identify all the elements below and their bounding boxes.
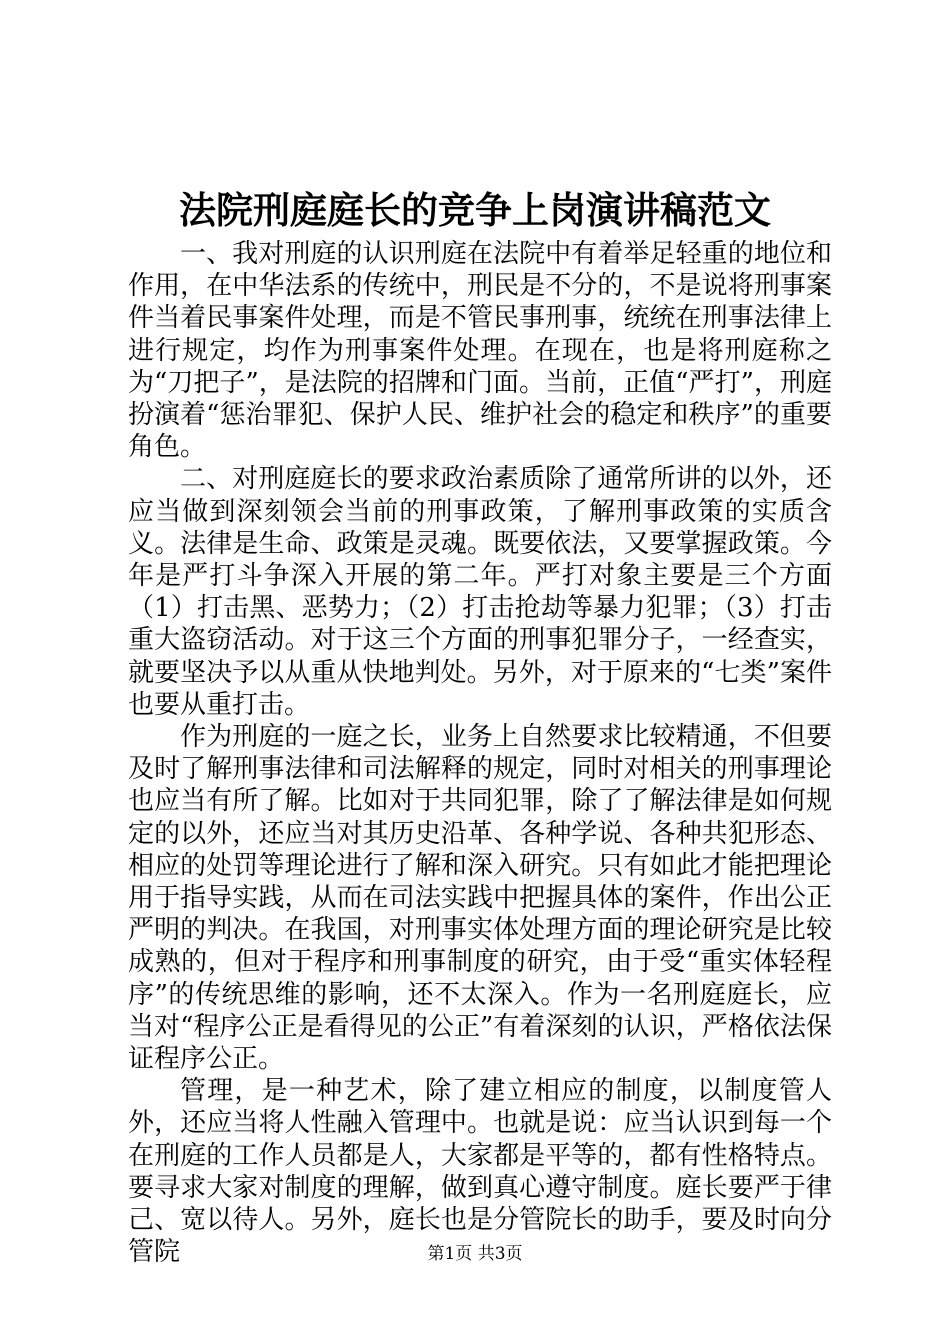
document-title: 法院刑庭庭长的竞争上岗演讲稿范文 [179,188,771,232]
paragraph-1: 一、我对刑庭的认识刑庭在法院中有着举足轻重的地位和作用，在中华法系的传统中，刑民是不分的，不是说将刑事案件当着民事案件处理，而是不管民事刑事，统统在刑事法律上进行规定，均作为刑事案件处理。在现在，也是将刑庭称之为“刀把子”，是法院的招牌和门面。当前，正值“严打”，刑庭扮演着“惩治罪犯、保护人民、维护社会的稳定和秩序”的重要角色。 [128,239,832,463]
document-body [128,238,832,1269]
paragraph-4: 管理，是一种艺术，除了建立相应的制度，以制度管人外，还应当将人性融入管理中。也就是说：应当认识到每一个在刑庭的工作人员都是人，大家都是平等的，都有性格特点。要寻求大家对制度的理解，做到真心遵守制度。庭长要严于律己、宽以待人。另外，庭长也是分管院长的助手，要及时向分管院 [128,1076,832,1268]
paragraph-3: 作为刑庭的一庭之长，业务上自然要求比较精通，不但要及时了解刑事法律和司法解释的规定，同时对相关的刑事理论也应当有所了解。比如对于共同犯罪，除了了解法律是如何规定的以外，还应当对其历史沿革、各种学说、各种共犯形态、相应的处罚等理论进行了解和深入研究。只有如此才能把理论用于指导实践，从而在司法实践中把握具体的案件，作出公正严明的判决。在我国，对刑事实体处理方面的理论研究是比较成熟的，但对于程序和刑事制度的研究，由于受“重实体轻程序”的传统思维的影响，还不太深入。作为一名刑庭庭长，应当对“程序公正是看得见的公正”有着深刻的认识，严格依法保证程序公正。 [128,722,832,1075]
paragraph-2: 二、对刑庭庭长的要求政治素质除了通常所讲的以外，还应当做到深刻领会当前的刑事政策，了解刑事政策的实质含义。法律是生命、政策是灵魂。既要依法，又要掌握政策。今年是严打斗争深入开展的第二年。严打对象主要是三个方面（1）打击黑、恶势力；（2）打击抢劫等暴力犯罪；（3）打击重大盗窃活动。对于这三个方面的刑事犯罪分子，一经查实，就要坚决予以从重从快地判处。另外，对于原来的“七类”案件也要从重打击。 [128,464,832,720]
page-footer: 第1页 共3页 [427,1244,523,1264]
